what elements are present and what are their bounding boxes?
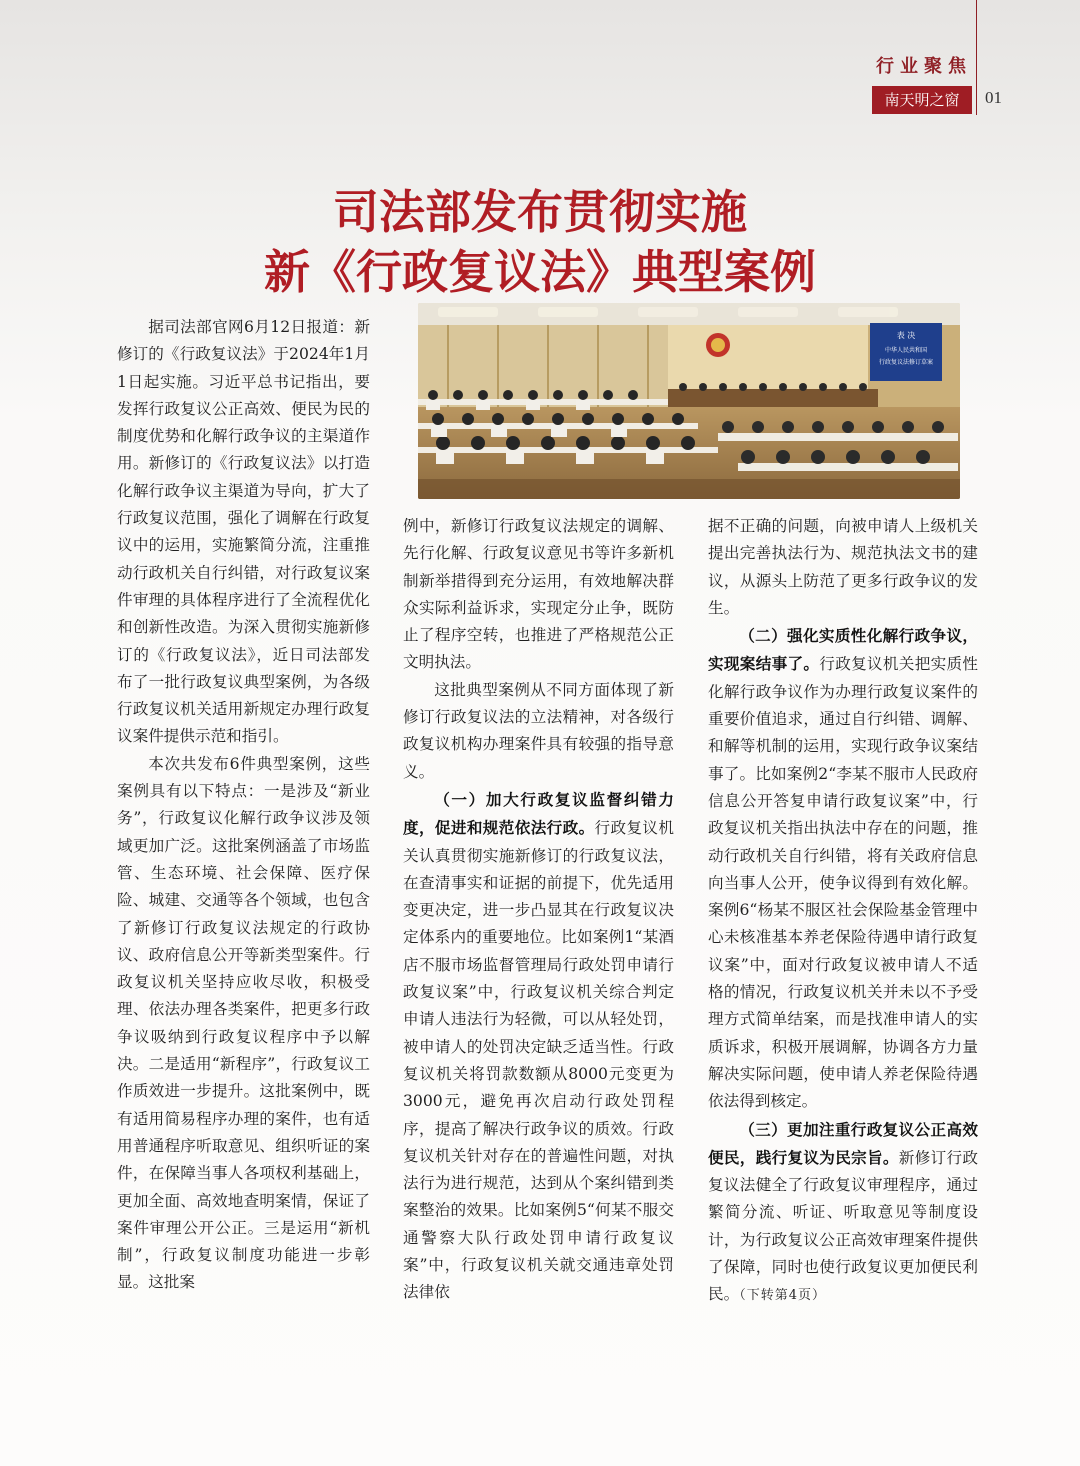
- article-title-line1: 司法部发布贯彻实施: [333, 185, 747, 239]
- paragraph: [708, 1116, 978, 1310]
- continued-note: （下转第4页）: [739, 1288, 826, 1304]
- subheading: （一）加大行政复议监督纠错力度，促进和规范依法行政。: [403, 789, 674, 838]
- article-column-1: [117, 314, 370, 1394]
- paragraph: [708, 622, 978, 1115]
- meeting-photo: [418, 303, 960, 499]
- page-number: 01: [985, 88, 1002, 107]
- paragraph: 据司法部官网6月12日报道：新修订的《行政复议法》于2024年1月1日起实施。习近平总书记指出，要发挥行政复议公正高效、便民为民的制度优势和化解行政争议的主渠道作用。新修订的《行政复议法》以打造化解行政争议主渠道为导向，扩大了行政复议范围，强化了调解在行政复议中的运用，实施繁简分流，注重推动行政机关自行纠错，对行政复议案件审理的具体程序进行了全流程优化和创新性改造。为深入贯彻实施新修订的《行政复议法》，近日司法部发布了一批行政复议典型案例，为各级行政复议机关适用新规定办理行政复议案件提供示范和指引。: [117, 318, 370, 746]
- column-label: 南天明之窗: [872, 86, 972, 114]
- paragraph-text: 行政复议机关把实质性化解行政争议作为办理行政复议案件的重要价值追求，通过自行纠错、调解、和解等机制的运用，实现行政争议案结事了。比如案例2“李某不服市人民政府信息公开答复申请行政复议案”中，行政复议机关指出执法中存在的问题，推动行政机关自行纠错，将有关政府信息向当事人公开，使争议得到有效化解。案例6“杨某不服区社会保险基金管理中心未核准基本养老保险待遇申请行政复议案”中，面对行政复议被申请人不适格的情况，行政复议机关并未以不予受理方式简单结案，而是找准申请人的实质诉求，积极开展调解，协调各方力量解决实际问题，使申请人养老保险待遇依法得到核定。: [708, 655, 978, 1111]
- paragraph: 这批典型案例从不同方面体现了新修订行政复议法的立法精神，对各级行政复议机构办理案件具有较强的指导意义。: [403, 680, 674, 781]
- paragraph: 据不正确的问题，向被申请人上级机关提出完善执法行为、规范执法文书的建议，从源头上防范了更多行政争议的发生。: [708, 517, 978, 617]
- subheading: （二）强化实质性化解行政争议，实现案结事了。: [708, 626, 978, 674]
- article-column-2: [403, 513, 674, 1393]
- article-column-3: [708, 513, 978, 1393]
- screen-text-1: 表 决: [896, 331, 916, 340]
- article-title-line2: 新《行政复议法》典型案例: [264, 245, 816, 299]
- paragraph-text: 行政复议机关认真贯彻实施新修订的行政复议法，在查清事实和证据的前提下，优先适用变更决定，进一步凸显其在行政复议决定体系内的重要地位。比如案例1“某酒店不服市场监督管理局行政处罚申请行政复议案”中，行政复议机关综合判定申请人违法行为轻微，可以从轻处罚，被申请人的处罚决定缺乏适当性。行政复议机关将罚款数额从8000元变更为3000元，避免再次启动行政处罚程序，提高了解决行政争议的质效。行政复议机关针对存在的普遍性问题，对执法行为进行规范，达到从个案纠错到类案整治的效果。比如案例5“何某不服交通警察大队行政处罚申请行政复议案”中，行政复议机关就交通违章处罚法律依: [403, 819, 674, 1302]
- meeting-photo-illustration: [418, 303, 960, 499]
- screen-text-3: 行政复议法修订草案: [878, 359, 934, 366]
- section-label: 行业聚焦: [876, 56, 972, 77]
- paragraph-text: 新修订行政复议法健全了行政复议审理程序，通过繁简分流、听证、听取意见等制度设计，为行政复议公正高效审理案件提供了保障，同时也使行政复议更加便民利民。: [708, 1148, 978, 1304]
- paragraph: [403, 786, 674, 1307]
- screen-text-2: 中华人民共和国: [884, 347, 928, 354]
- paragraph: 本次共发布6件典型案例，这些案例具有以下特点：一是涉及“新业务”，行政复议化解行政争议涉及领域更加广泛。这批案例涵盖了市场监管、生态环境、社会保障、医疗保险、城建、交通等各个领域，也包含了新修订行政复议法规定的行政协议、政府信息公开等新类型案件。行政复议机关坚持应收尽收，积极受理、依法办理各类案件，把更多行政争议吸纳到行政复议程序中予以解决。二是适用“新程序”，行政复议工作质效进一步提升。这批案例中，既有适用简易程序办理的案件，也有适用普通程序听取意见、组织听证的案件，在保障当事人各项权利基础上，更加全面、高效地查明案情，保证了案件审理公开公正。三是运用“新机制”，行政复议制度功能进一步彰显。这批案: [117, 754, 370, 1292]
- header-rule: [976, 0, 977, 115]
- subheading: （三）更加注重行政复议公正高效便民，践行复议为民宗旨。: [708, 1119, 978, 1167]
- paragraph: 例中，新修订行政复议法规定的调解、先行化解、行政复议意见书等许多新机制新举措得到充分运用，有效地解决群众实际利益诉求，实现定分止争，既防止了程序空转，也推进了严格规范公正文明执法。: [403, 517, 674, 672]
